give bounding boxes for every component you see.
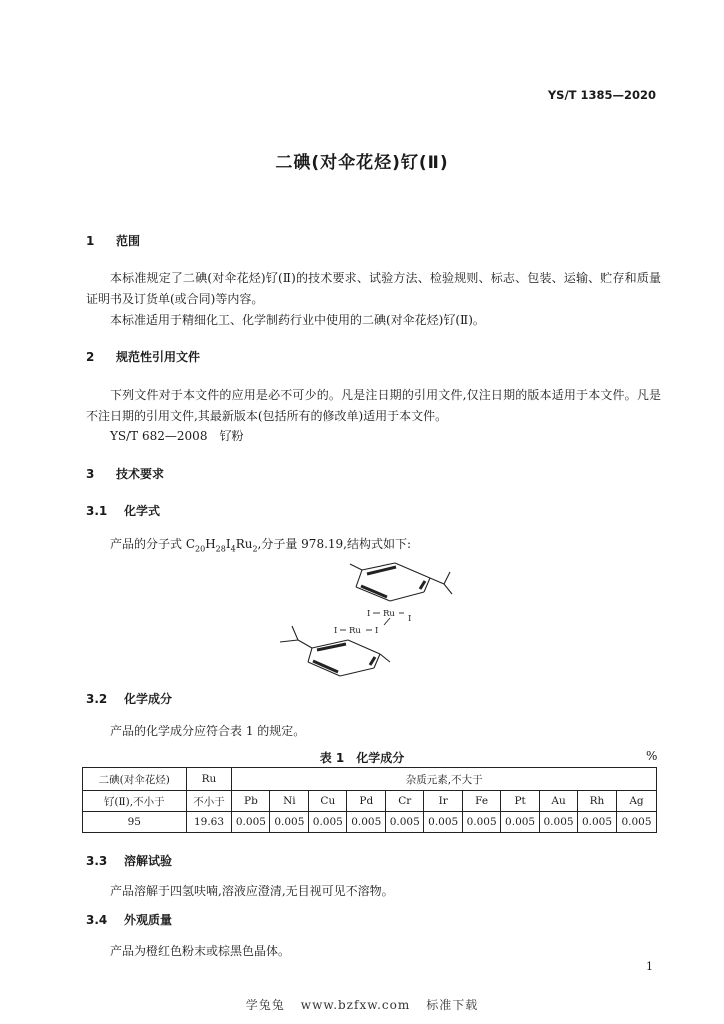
- impurity-value: 0.005: [501, 812, 540, 833]
- section-title: 外观质量: [124, 913, 173, 927]
- table-header-row-2: [83, 791, 657, 812]
- ruthenium-label-2: Ru: [349, 626, 361, 636]
- table-header-row-1: [83, 768, 657, 791]
- impurity-value: 0.005: [270, 812, 309, 833]
- molecular-formula-line: [110, 535, 411, 553]
- normative-reference: YS/T 682—2008 钌粉: [110, 429, 244, 443]
- element-header: Pd: [347, 791, 386, 812]
- section-number: 3.3: [86, 854, 108, 868]
- impurity-value: 0.005: [578, 812, 617, 833]
- impurity-value: 0.005: [309, 812, 347, 833]
- impurity-value: 0.005: [463, 812, 501, 833]
- impurity-value: 0.005: [540, 812, 578, 833]
- section-3-heading: [86, 465, 164, 482]
- section-2-heading: [86, 348, 200, 365]
- section-title: 化学式: [124, 504, 161, 518]
- element-header: Cr: [386, 791, 424, 812]
- table-unit: %: [646, 749, 658, 763]
- methyl-group-upper: [350, 564, 362, 570]
- chemical-composition-table: [82, 767, 657, 833]
- impurity-value: 0.005: [616, 812, 656, 833]
- header-impurities: 杂质元素,不大于: [232, 768, 657, 791]
- iodide-label-3: I: [334, 626, 338, 636]
- iodide-label-4: I: [375, 626, 379, 636]
- element-header: Ag: [616, 791, 656, 812]
- section-number: 1: [86, 234, 95, 248]
- element-header: Fe: [463, 791, 501, 812]
- section-title: 技术要求: [116, 467, 165, 481]
- section-3-4-heading: [86, 911, 172, 928]
- impurity-value: 0.005: [386, 812, 424, 833]
- section-number: 3.2: [86, 692, 108, 706]
- iodide-label-2: I: [408, 614, 412, 624]
- formula-ru-subscript: 2: [252, 544, 258, 554]
- element-header: Pt: [501, 791, 540, 812]
- section-1-heading: [86, 232, 140, 249]
- section-2-paragraph-1: 下列文件对于本文件的应用是必不可少的。凡是注日期的引用文件,仅注日期的版本适用于本文件。凡是不注日期的引用文件,其最新版本(包括所有的修改单)适用于本文件。: [86, 388, 661, 423]
- purity-value: 95: [83, 812, 187, 833]
- section-3-4-paragraph: 产品为橙红色粉末或棕黑色晶体。: [110, 944, 291, 958]
- document-title: 二碘(对伞花烃)钌(Ⅱ): [275, 153, 449, 173]
- ru-value: 19.63: [186, 812, 232, 833]
- section-number: 3: [86, 467, 95, 481]
- isopropyl-group-lower: [298, 640, 312, 648]
- watermark-footer: [0, 996, 724, 1013]
- formula-text-pre: 产品的分子式 C: [110, 537, 195, 551]
- header-product-line1: 二碘(对伞花烃): [83, 768, 187, 791]
- section-title: 溶解试验: [124, 854, 173, 868]
- formula-i-subscript: 4: [230, 544, 236, 554]
- impurity-value: 0.005: [424, 812, 463, 833]
- element-header: Cu: [309, 791, 347, 812]
- table-row: [83, 812, 657, 833]
- element-header: Au: [540, 791, 578, 812]
- header-product-line2: 钌(Ⅱ),不小于: [83, 791, 187, 812]
- methyl-group-lower: [380, 654, 390, 662]
- table-title: 表 1 化学成分: [319, 751, 405, 765]
- formula-c-subscript: 20: [195, 544, 206, 554]
- formula-h: H: [205, 537, 216, 551]
- formula-ru: Ru: [235, 537, 253, 551]
- upper-arene-ring: [350, 563, 452, 601]
- structural-formula-diagram: [272, 556, 472, 686]
- standard-code: YS/T 1385—2020: [547, 88, 656, 102]
- header-ru-symbol: Ru: [186, 768, 232, 791]
- section-1-paragraph-2: 本标准适用于精细化工、化学制药行业中使用的二碘(对伞花烃)钌(Ⅱ)。: [110, 313, 485, 327]
- impurity-value: 0.005: [347, 812, 386, 833]
- section-title: 化学成分: [124, 692, 173, 706]
- section-1-paragraph-1: 本标准规定了二碘(对伞花烃)钌(Ⅱ)的技术要求、试验方法、检验规则、标志、包装、运输、贮存和质量证明书及订货单(或合同)等内容。: [86, 271, 661, 306]
- element-header: Rh: [578, 791, 617, 812]
- watermark-tagline: 标准下载: [426, 998, 479, 1012]
- section-number: 2: [86, 350, 95, 364]
- formula-i: I: [225, 537, 231, 551]
- element-header: Pb: [232, 791, 270, 812]
- section-number: 3.1: [86, 504, 108, 518]
- section-3-2-heading: [86, 690, 172, 707]
- isopropyl-group-upper: [430, 578, 444, 584]
- watermark-url[interactable]: www.bzfxw.com: [300, 998, 411, 1012]
- section-3-2-paragraph: 产品的化学成分应符合表 1 的规定。: [110, 724, 306, 738]
- section-3-3-paragraph: 产品溶解于四氢呋喃,溶液应澄清,无目视可见不溶物。: [110, 884, 394, 898]
- element-header: Ir: [424, 791, 463, 812]
- section-number: 3.4: [86, 913, 108, 927]
- formula-h-subscript: 28: [215, 544, 226, 554]
- iodide-label-1: I: [367, 609, 371, 619]
- section-title: 范围: [116, 234, 141, 248]
- page-number: 1: [646, 960, 653, 973]
- formula-text-post: ,分子量 978.19,结构式如下:: [257, 537, 412, 551]
- element-header: Ni: [270, 791, 309, 812]
- impurity-value: 0.005: [232, 812, 270, 833]
- header-ru-min: 不小于: [186, 791, 232, 812]
- section-3-3-heading: [86, 852, 172, 869]
- watermark-site-name: 学兔兔: [245, 998, 285, 1012]
- section-3-1-heading: [86, 502, 160, 519]
- section-title: 规范性引用文件: [116, 350, 201, 364]
- ruthenium-label-1: Ru: [383, 609, 395, 619]
